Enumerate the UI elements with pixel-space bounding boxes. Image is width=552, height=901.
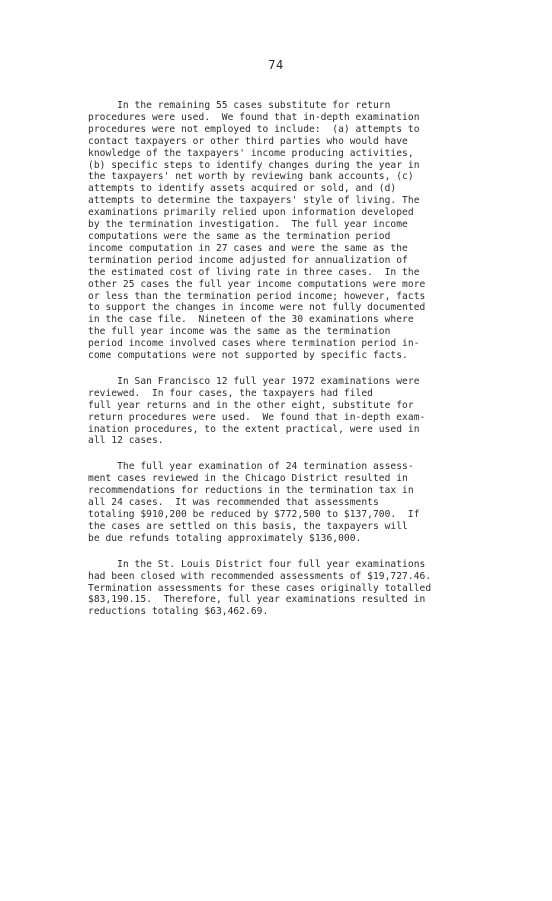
text-line: totaling $910,200 be reduced by $772,500 to $137,700. If [88,509,420,520]
text-line: the full year income was the same as the termination [88,326,391,338]
text-line: by the termination investigation. The full year income [88,219,408,231]
text-line: all 24 cases. It was recommended that assessments [88,497,379,509]
text-line: ination procedures, to the extent practical, were used in [88,423,420,435]
text-line: In San Francisco 12 full year 1972 examinations were [88,375,420,387]
text-line: return procedures were used. We found that in-depth exam- [88,411,426,423]
text-line: period income involved cases where termination period in- [88,338,420,350]
text-line: come computations were not supported by specific facts. [88,350,408,362]
text-line: (b) specific steps to identify changes during the year in [88,159,420,171]
text-line: the taxpayers' net worth by reviewing bank accounts, (c) [88,171,414,183]
text-line: The full year examination of 24 termination assess- [88,461,414,473]
text-line: examinations primarily relied upon information developed [88,207,414,219]
text-line: In the remaining 55 cases substitute for return [88,100,391,111]
text-line: contact taxpayers or other third parties who would have [88,135,408,147]
text-line: attempts to identify assets acquired or sold, and (d) [88,183,397,195]
text-line: computations were the same as the termination period [88,230,391,242]
document-body [88,100,468,632]
paragraph [88,376,468,447]
text-line: other 25 cases the full year income computations were more [88,278,426,290]
text-line: reductions totaling $63,462.69. [88,606,269,618]
text-line: Termination assessments for these cases originally totalled [88,582,432,594]
text-line: ment cases reviewed in the Chicago District resulted in [88,473,408,485]
text-line: income computation in 27 cases and were the same as the [88,242,408,254]
text-line: in the case file. Nineteen of the 30 examinations where [88,314,414,326]
text-line: knowledge of the taxpayers' income producing activities, [88,147,414,159]
paragraph [88,461,468,544]
text-line: be due refunds totaling approximately $136,000. [88,532,362,544]
text-line: recommendations for reductions in the termination tax in [88,485,414,497]
text-line: the estimated cost of living rate in three cases. In the [88,266,420,278]
text-line: to support the changes in income were not fully documented [88,302,426,314]
text-line: or less than the termination period income; however, facts [88,290,426,302]
text-line: procedures were not employed to include: (a) attempts to [88,123,420,135]
page-number: 74 [268,58,284,72]
text-line: reviewed. In four cases, the taxpayers had filed [88,387,373,399]
text-line: had been closed with recommended assessments of $19,727.46. [88,570,432,582]
text-line: attempts to determine the taxpayers' style of living. The [88,195,420,207]
paragraph [88,559,468,619]
text-line: $83,190.15. Therefore, full year examinations resulted in [88,594,426,606]
text-line: all 12 cases. [88,435,164,447]
text-line: termination period income adjusted for annualization of [88,254,408,266]
text-line: full year returns and in the other eight, substitute for [88,399,414,411]
text-line: the cases are settled on this basis, the taxpayers will [88,520,408,532]
paragraph [88,100,468,362]
text-line: procedures were used. We found that in-depth examination [88,111,420,123]
text-line: In the St. Louis District four full year examinations [88,558,426,570]
